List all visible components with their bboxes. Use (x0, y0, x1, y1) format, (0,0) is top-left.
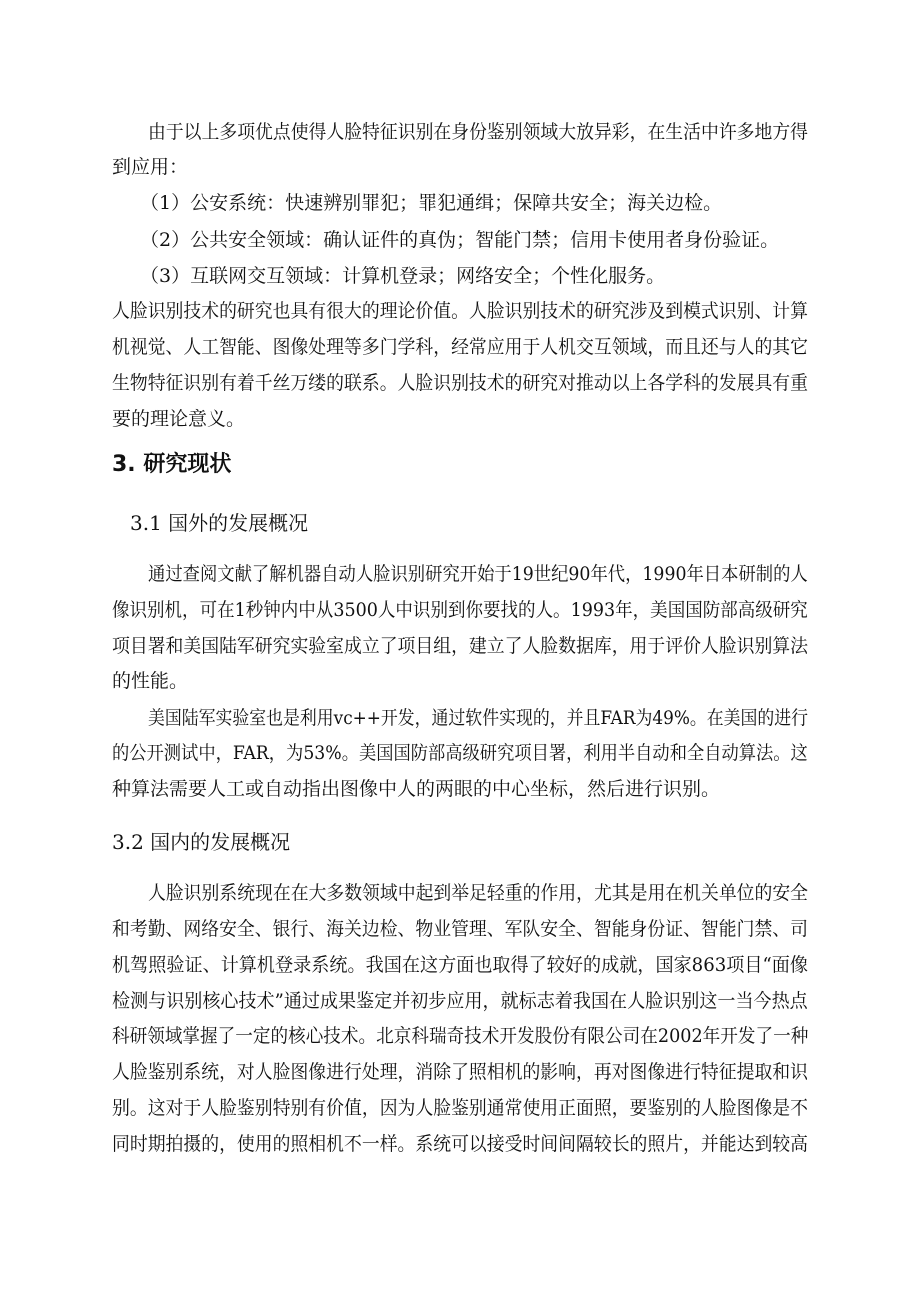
theory-line-3: 生物特征识别有着千丝万缕的联系。人脸识别技术的研究对推动以上各学科的发展具有重 (112, 372, 809, 394)
s32-para-line-3: 机驾照验证、计算机登录系统。我国在这方面也取得了较好的成就，国家863项目“面像 (112, 954, 808, 976)
section-3-heading: 3. 研究现状 (112, 452, 232, 477)
s31-para1-line-1: 通过查阅文献了解机器自动人脸识别研究开始于19世纪90年代，1990年日本研制的人 (148, 563, 808, 585)
theory-line-1: 人脸识别技术的研究也具有很大的理论价值。人脸识别技术的研究涉及到模式识别、计算 (112, 300, 809, 322)
section-3-2-heading: 3.2 国内的发展概况 (112, 830, 291, 854)
s32-para-line-5: 科研领域掌握了一定的核心技术。北京科瑞奇技术开发股份有限公司在2002年开发了一种 (112, 1025, 809, 1047)
s31-para1-line-4: 的性能。 (112, 670, 189, 692)
s31-para2-line-2: 的公开测试中，FAR，为53%。美国国防部高级研究项目署，利用半自动和全自动算法。这 (112, 742, 808, 764)
s32-para-line-4: 检测与识别核心技术”通过成果鉴定并初步应用，就标志着我国在人脸识别这一当今热点 (112, 990, 808, 1012)
s31-para1-line-2: 像识别机，可在1秒钟内中从3500人中识别到你要找的人。1993年，美国国防部高级研究 (112, 599, 808, 621)
s31-para2-line-3: 种算法需要人工或自动指出图像中人的两眼的中心坐标，然后进行识别。 (112, 778, 721, 800)
s31-para2-line-1: 美国陆军实验室也是利用vc++开发，通过软件实现的，并且FAR为49%。在美国的进行 (148, 707, 809, 729)
s32-para-line-6: 人脸鉴别系统，对人脸图像进行处理，消除了照相机的影响，再对图像进行特征提取和识 (112, 1061, 809, 1083)
s32-para-line-1: 人脸识别系统现在在大多数领域中起到举足轻重的作用，尤其是用在机关单位的安全 (148, 882, 809, 904)
intro-line-1: 由于以上多项优点使得人脸特征识别在身份鉴别领域大放异彩，在生活中许多地方得 (148, 121, 809, 143)
list-item-2: （2）公共安全领域：确认证件的真伪；智能门禁；信用卡使用者身份验证。 (140, 229, 780, 251)
s32-para-line-8: 同时期拍摄的，使用的照相机不一样。系统可以接受时间间隔较长的照片，并能达到较高 (112, 1133, 809, 1155)
s32-para-line-2: 和考勤、网络安全、银行、海关边检、物业管理、军队安全、智能身份证、智能门禁、司 (112, 918, 809, 940)
list-item-3: （3）互联网交互领域：计算机登录；网络安全；个性化服务。 (140, 265, 666, 287)
theory-line-4: 要的理论意义。 (112, 408, 246, 430)
theory-line-2: 机视觉、人工智能、图像处理等多门学科，经常应用于人机交互领域，而且还与人的其它 (112, 336, 809, 358)
section-3-1-heading: 3.1 国外的发展概况 (130, 511, 309, 535)
s32-para-line-7: 别。这对于人脸鉴别特别有价值，因为人脸鉴别通常使用正面照，要鉴别的人脸图像是不 (112, 1097, 809, 1119)
list-item-1: （1）公安系统：快速辨别罪犯；罪犯通缉；保障共安全；海关边检。 (140, 192, 723, 214)
s31-para1-line-3: 项目署和美国陆军研究实验室成立了项目组，建立了人脸数据库，用于评价人脸识别算法 (112, 635, 809, 657)
intro-line-2: 到应用： (112, 156, 189, 178)
